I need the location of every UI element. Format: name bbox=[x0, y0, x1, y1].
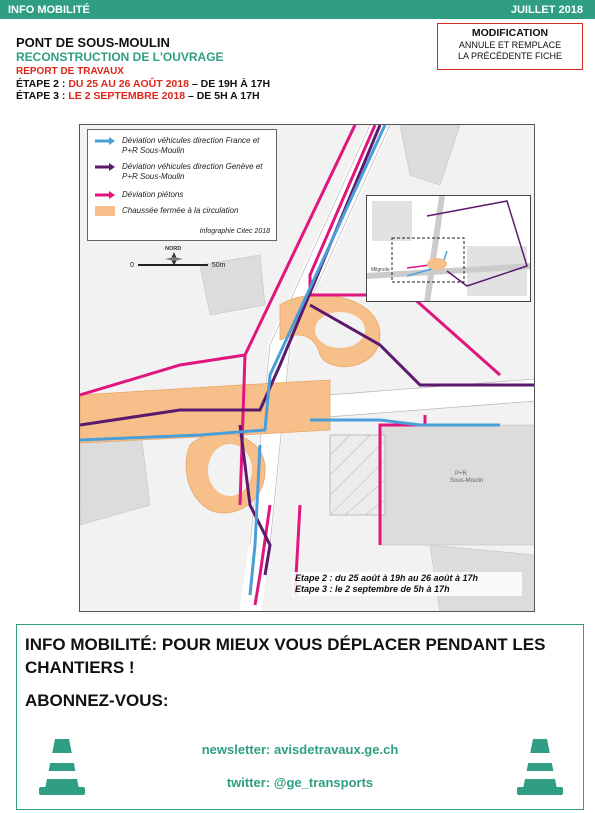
header-date: JUILLET 2018 bbox=[510, 3, 583, 16]
building-north bbox=[400, 125, 460, 185]
stage-2-prefix: ÉTAPE 2 : bbox=[16, 78, 69, 90]
header-left-label: INFO MOBILITÉ bbox=[8, 3, 90, 16]
stage-2-hours: – DE 19H À 17H bbox=[188, 78, 271, 90]
legend-credit: Infographie Citec 2018 bbox=[199, 228, 270, 235]
map-scale bbox=[130, 262, 225, 269]
legend-label-closed: Chaussée fermée à la circulation bbox=[122, 206, 239, 215]
stage-schedule-note bbox=[292, 572, 522, 596]
header-bar bbox=[0, 0, 595, 19]
stage-2-dates: DU 25 AU 26 AOÛT 2018 bbox=[68, 78, 189, 90]
closed-road-swatch-icon bbox=[94, 206, 116, 216]
info-mobility-box bbox=[16, 624, 584, 810]
inset-label: Milgnole bbox=[371, 267, 390, 273]
map-legend bbox=[87, 129, 277, 241]
stage-3-dates: LE 2 SEPTEMBRE 2018 bbox=[68, 90, 186, 102]
legend-item-geneve bbox=[94, 162, 272, 182]
legend-label-geneve: Déviation véhicules direction Genève et P+R Sous-Moulin bbox=[122, 162, 263, 181]
modification-line-1: ANNULE ET REMPLACE bbox=[458, 40, 562, 50]
legend-label-pedestrian: Déviation piétons bbox=[122, 190, 184, 199]
legend-item-pedestrian bbox=[94, 190, 272, 200]
modification-title: MODIFICATION bbox=[471, 27, 549, 39]
twitter-link[interactable]: twitter: @ge_transports bbox=[226, 775, 374, 790]
traffic-cone-left-icon bbox=[37, 737, 87, 797]
page-subtitle: RECONSTRUCTION DE L'OUVRAGE bbox=[16, 50, 224, 64]
page-title: PONT DE SOUS-MOULIN bbox=[16, 35, 170, 50]
stage-3-hours: – DE 5H A 17H bbox=[185, 90, 260, 102]
traffic-cone-right-icon bbox=[515, 737, 565, 797]
france-route-east bbox=[310, 420, 500, 425]
north-label: NORD bbox=[165, 246, 182, 252]
subscribe-heading: ABONNEZ-VOUS: bbox=[25, 691, 169, 710]
map-inset bbox=[366, 195, 531, 302]
modification-notice bbox=[437, 23, 583, 70]
legend-item-france bbox=[94, 136, 272, 156]
inset-drawing bbox=[367, 196, 531, 302]
info-headline: INFO MOBILITÉ: POUR MIEUX VOUS DÉPLACER PENDANT LES CHANTIERS ! bbox=[25, 635, 546, 677]
stage-2-line bbox=[16, 78, 270, 90]
newsletter-link[interactable]: newsletter: avisdetravaux.ge.ch bbox=[201, 742, 399, 757]
scale-end: 50m bbox=[211, 262, 226, 269]
arrow-purple-icon bbox=[94, 162, 116, 172]
place-pr-2: Sous-Moulin bbox=[450, 478, 484, 484]
legend-label-france: Déviation véhicules direction France et P+R Sous-Moulin bbox=[122, 136, 260, 155]
title-block bbox=[16, 36, 270, 102]
modification-line-2: LA PRÉCÉDENTE FICHE bbox=[457, 51, 563, 61]
stage-note-line-1: Etape 2 : du 25 août à 19h au 26 août à 17h bbox=[295, 573, 479, 583]
place-pr-1: P+R bbox=[455, 471, 467, 477]
legend-item-closed bbox=[94, 206, 272, 216]
report-notice: REPORT DE TRAVAUX bbox=[16, 66, 124, 77]
scale-start: 0 bbox=[130, 262, 134, 269]
arrow-magenta-icon bbox=[94, 190, 116, 200]
building-halle bbox=[380, 425, 535, 545]
stage-3-prefix: ÉTAPE 3 : bbox=[16, 90, 69, 102]
stage-note-line-2: Etape 3 : le 2 septembre de 5h à 17h bbox=[295, 584, 450, 594]
arrow-blue-icon bbox=[94, 136, 116, 146]
stage-3-line bbox=[16, 90, 270, 102]
scale-bar bbox=[138, 264, 208, 266]
